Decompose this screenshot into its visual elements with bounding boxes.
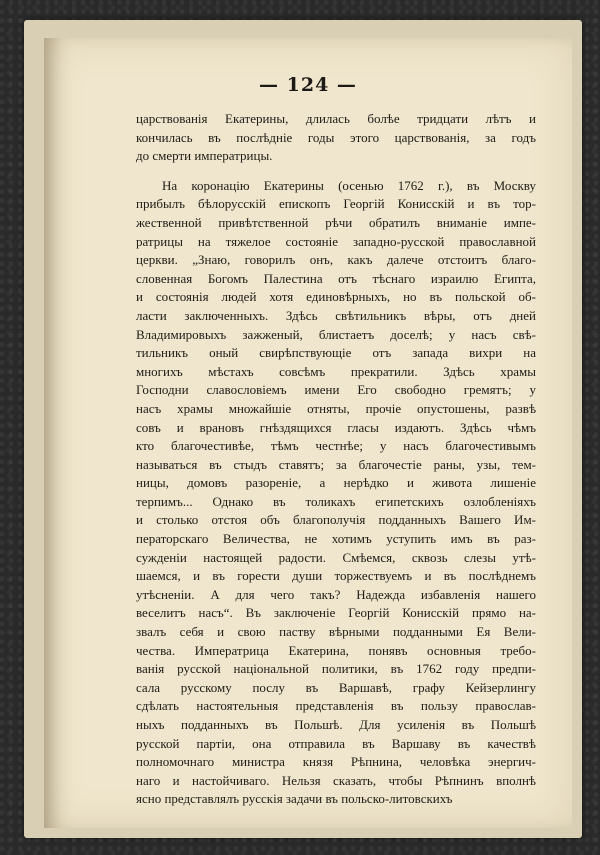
text-line: до смерти императрицы. <box>136 148 273 164</box>
text-line: сужденіи настоящей радости. Смѣемся, сквозь слезы утѣ- <box>136 549 536 565</box>
text-line: утѣсненіи. А для чего такъ? Надежда избавленія нашего <box>136 586 536 602</box>
text-line: называться въ стыдъ ставятъ; за благочестіе раны, узы, тем- <box>136 456 536 472</box>
book-page <box>44 38 572 828</box>
text-line: многихъ мѣстахъ совсѣмъ прекратили. Здѣсь храмы <box>136 363 536 379</box>
text-line: ницы, домовъ разореніе, а нерѣдко и живота лишеніе <box>136 475 536 491</box>
text-line: и столько отстоя объ благополучія подданныхъ Вашего Им- <box>136 512 536 528</box>
text-line: На коронацію Екатерины (осенью 1762 г.), въ Москву <box>162 177 536 193</box>
text-line: ласти заключенныхъ. Здѣсь свѣтильникъ вѣры, отъ дней <box>136 307 536 323</box>
paragraph <box>136 110 536 166</box>
text-line: шаемся, и въ горести души торжествуемъ и въ послѣднемъ <box>136 568 536 584</box>
text-line: совъ и врановъ гнѣздящихся гласы издаютъ. Здѣсь чѣмъ <box>136 419 536 435</box>
text-line: тильникъ оный свирѣпствующіе отъ запада вихри на <box>136 345 536 361</box>
text-line: ясно представлялъ русскія задачи въ польско-литовскихъ <box>136 791 453 807</box>
text-line: кончилась въ послѣдніе годы этого царствованія, за годъ <box>136 129 536 145</box>
text-line: ныхъ подданныхъ въ Польшѣ. Для усиленія въ Польшѣ <box>136 717 536 732</box>
paragraph-gap <box>136 166 536 177</box>
text-line: сала русскому послу въ Варшавѣ, графу Кейзерлингу <box>136 679 536 695</box>
text-line: Господни славословіемъ имени Его свободно гремятъ; у <box>136 382 536 398</box>
text-line: жественной привѣтственной рѣчи обратилъ вниманіе импе- <box>136 214 536 230</box>
text-line: терпимъ... Однако въ толикахъ египетскихъ озлобленіяхъ <box>136 493 536 509</box>
text-line: веселитъ насъ“. Въ заключеніе Георгій Конисскій прямо на- <box>136 605 536 621</box>
text-line: насъ храмы множайшіе отняты, прочіе опустошены, развѣ <box>136 400 536 416</box>
text-line: ванія русской національной политики, въ 1762 году предпи- <box>136 661 536 677</box>
text-line: кто благочестивѣе, тѣмъ честнѣе; у насъ благочестивымъ <box>136 438 536 454</box>
text-line: Владимировыхъ зажженый, блистаетъ доселѣ; у насъ свѣ- <box>136 326 536 342</box>
page-number: — 124 — <box>259 74 357 96</box>
text-line: царствованія Екатерины, длилась болѣе тридцати лѣтъ и <box>136 111 536 126</box>
text-line: звалъ себя и свою паству вѣрными подданными Ея Вели- <box>136 624 536 640</box>
text-line: ператорскаго Величества, не хотимъ уступить имъ въ раз- <box>136 531 536 547</box>
text-line: наго и настойчиваго. Нельзя сказать, чтобы Рѣпнинъ вполнѣ <box>136 772 536 788</box>
page-body-text <box>136 110 536 809</box>
text-line: и состоянія людей хотя единовѣрныхъ, но въ польской об- <box>136 289 536 305</box>
text-line: полномочнаго министра князя Рѣпнина, человѣка энергич- <box>136 754 536 770</box>
text-line: словенная Богомъ Палестина отъ тѣснаго израилю Египта, <box>136 270 536 286</box>
paragraph <box>136 177 536 809</box>
text-line: прибылъ бѣлорусскій епископъ Георгій Конисскій и въ тор- <box>136 196 536 212</box>
text-line: церкви. „Знаю, говорилъ онъ, какъ далече отстоитъ благо- <box>136 252 536 268</box>
text-line: чества. Императрица Екатерина, понявъ основныя требо- <box>136 642 536 658</box>
text-line: сдѣлать настоятельныя представленія въ пользу православ- <box>136 698 536 714</box>
text-line: ратрицы на тяжелое состояніе западно-русской православной <box>136 233 536 249</box>
text-line: русской партіи, она отправила въ Варшаву въ качествѣ <box>136 735 536 751</box>
